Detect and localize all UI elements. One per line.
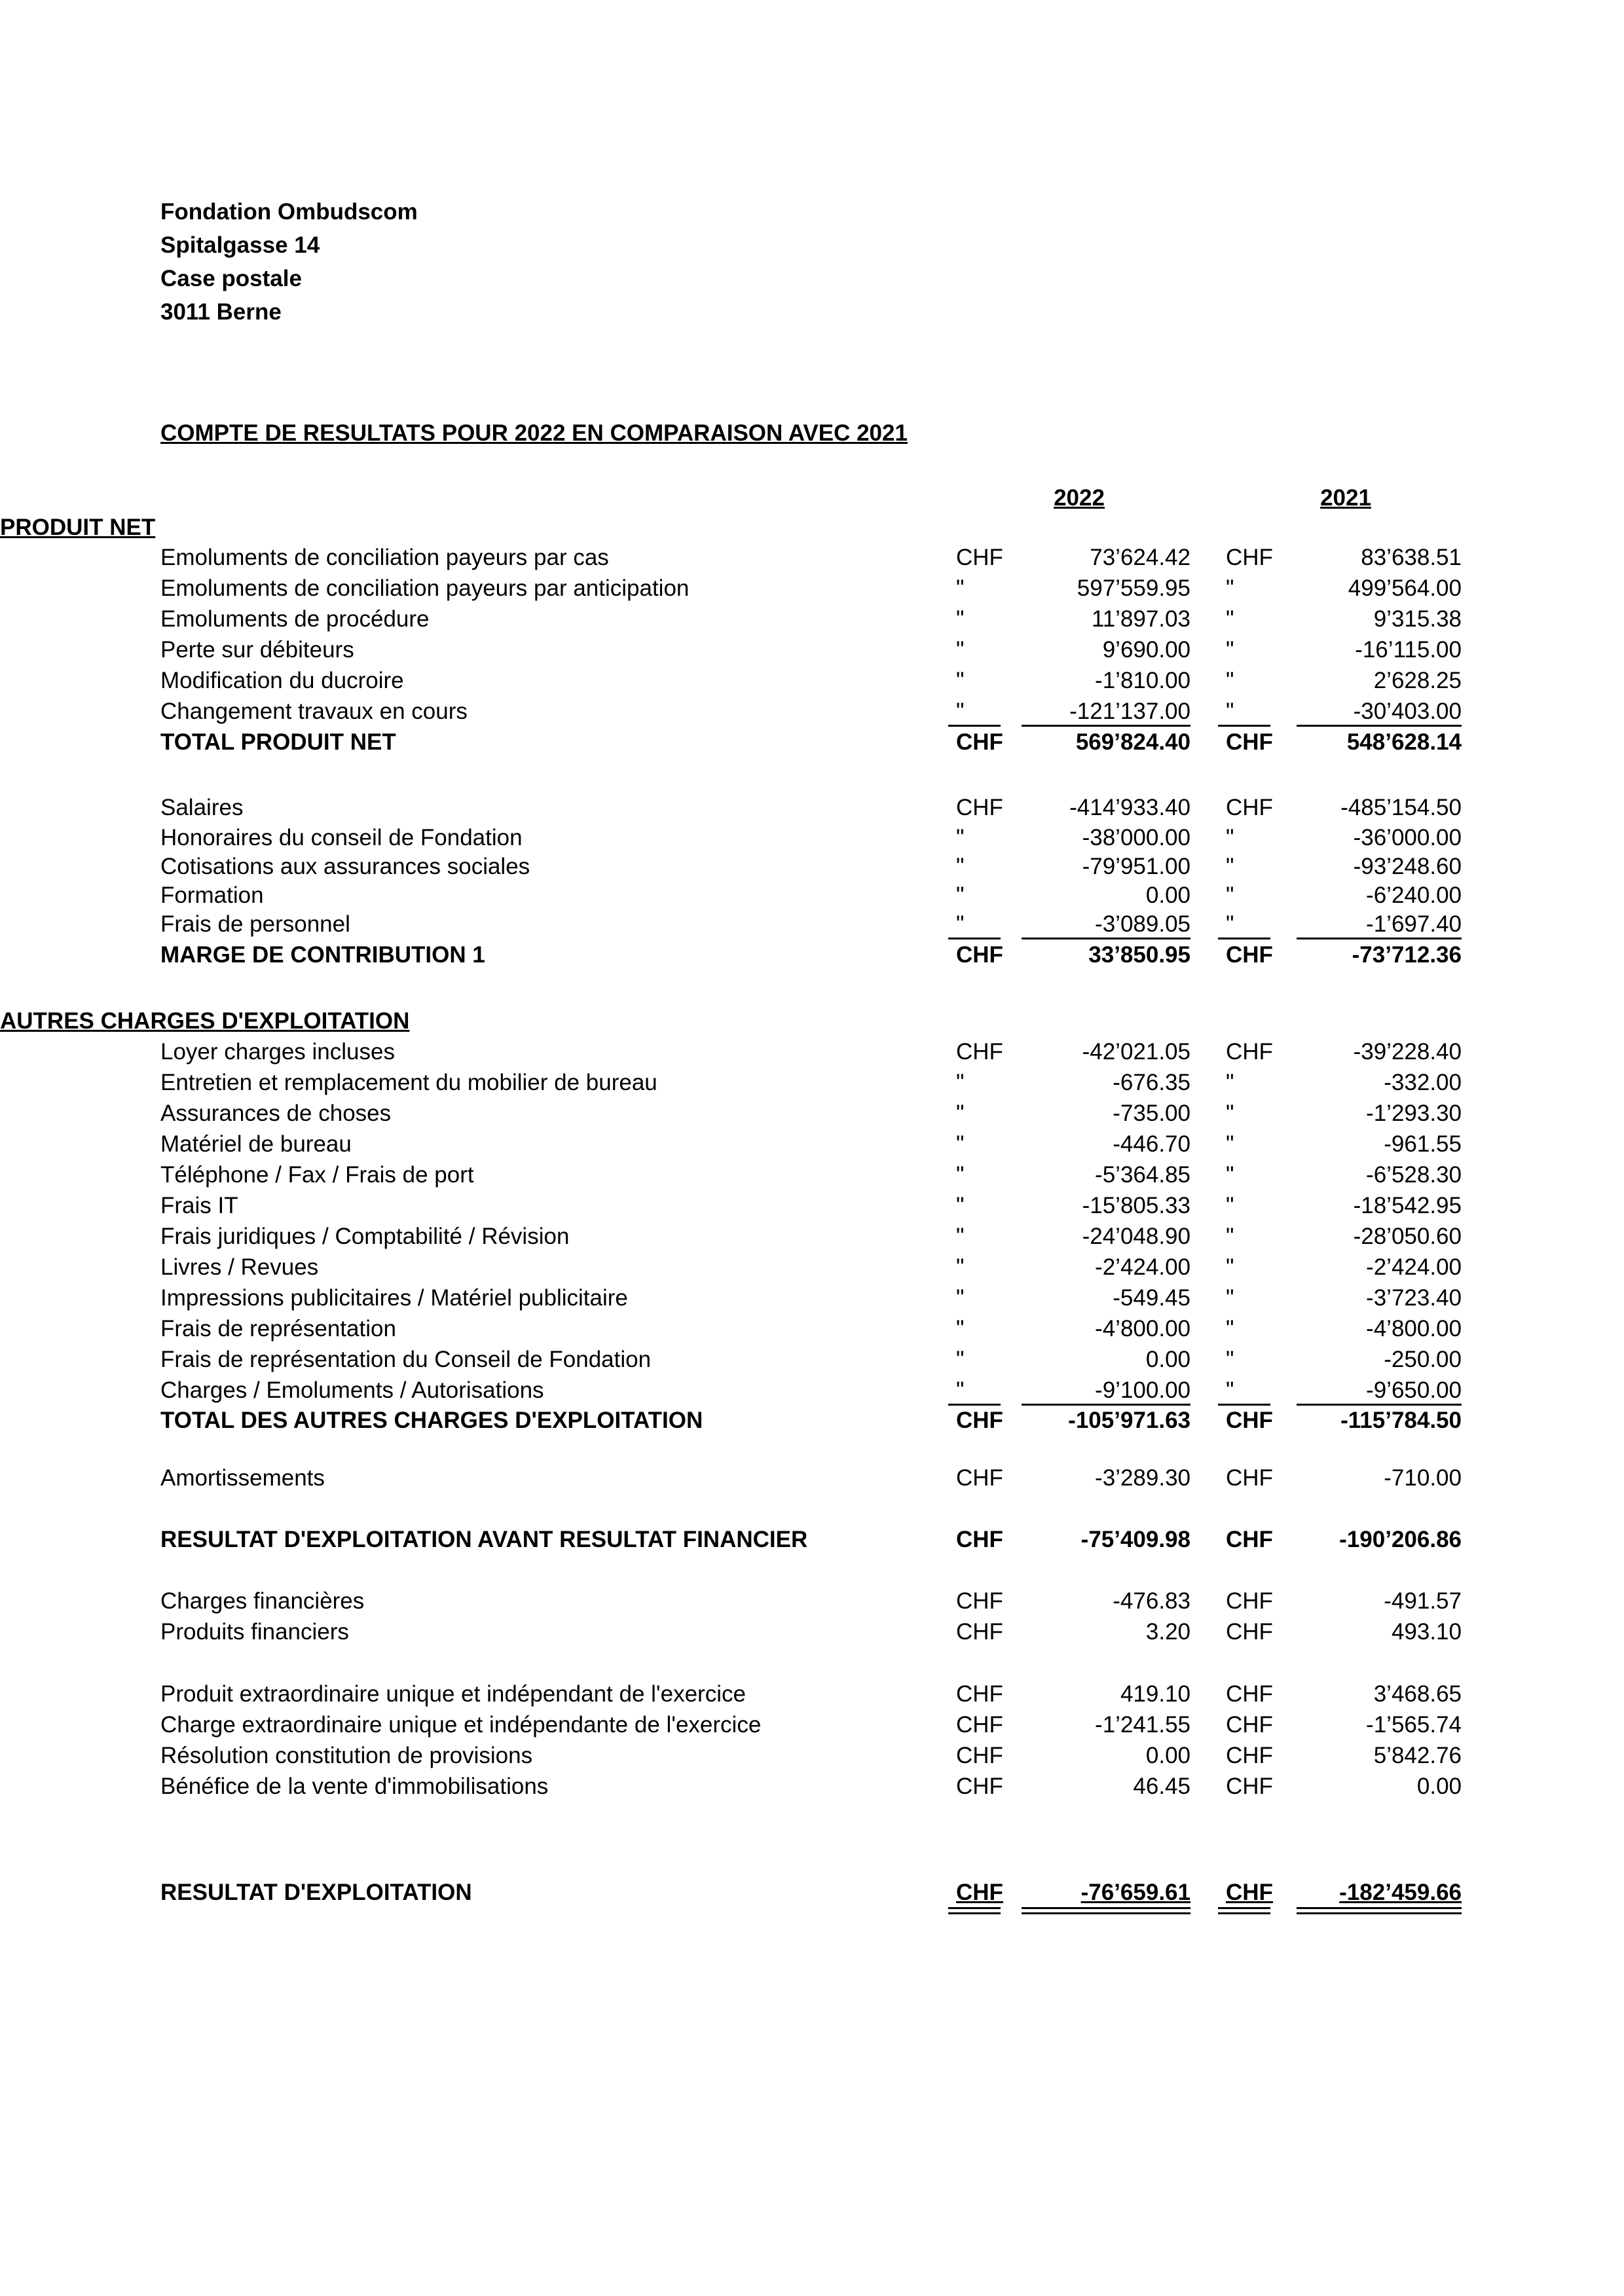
row-label: Honoraires du conseil de Fondation: [160, 825, 523, 850]
amount-2022: -38’000.00: [1082, 825, 1190, 850]
column-underline: [1218, 725, 1270, 727]
row-label: Frais de représentation: [160, 1316, 396, 1341]
currency-2021: CHF: [1226, 1619, 1273, 1645]
currency-2021: ": [1226, 883, 1234, 908]
currency-2021: CHF: [1226, 1465, 1273, 1491]
row-label: Changement travaux en cours: [160, 699, 468, 724]
amount-2021: -9’650.00: [1366, 1377, 1462, 1403]
amount-2022: 3.20: [1145, 1619, 1190, 1645]
row-label: Livres / Revues: [160, 1254, 319, 1280]
amount-2021: -6’528.30: [1366, 1162, 1462, 1188]
amount-2022: 9’690.00: [1102, 637, 1190, 663]
currency-2021: CHF: [1226, 1527, 1273, 1552]
table-row: [0, 1130, 1624, 1159]
row-label: Frais juridiques / Comptabilité / Révision: [160, 1224, 570, 1249]
amount-2022: -2’424.00: [1095, 1254, 1190, 1280]
currency-2022: CHF: [956, 1588, 1003, 1614]
table-row: [0, 1161, 1624, 1190]
amount-2022: 11’897.03: [1091, 606, 1190, 632]
currency-2022: CHF: [956, 729, 1003, 755]
amount-2022: 597’559.95: [1077, 575, 1190, 601]
amount-2021: -28’050.60: [1353, 1224, 1462, 1249]
currency-2022: ": [956, 1285, 965, 1311]
currency-2022: CHF: [956, 1743, 1003, 1768]
currency-2021: CHF: [1226, 545, 1273, 570]
address-line: 3011 Berne: [160, 299, 282, 325]
amount-2021: -73’712.36: [1352, 942, 1462, 968]
currency-2022: ": [956, 911, 965, 937]
table-row: [0, 824, 1624, 852]
currency-2021: ": [1226, 1131, 1234, 1157]
currency-2021: ": [1226, 1224, 1234, 1249]
row-label: Frais de représentation du Conseil de Fondation: [160, 1347, 652, 1372]
table-row: [0, 636, 1624, 665]
row-label: Modification du ducroire: [160, 668, 404, 693]
table-row: [0, 1464, 1624, 1493]
amount-2022: -121’137.00: [1069, 699, 1190, 724]
row-label: Loyer charges incluses: [160, 1039, 395, 1065]
row-label: Résolution constitution de provisions: [160, 1743, 533, 1768]
currency-2022: CHF: [956, 1039, 1003, 1065]
table-row: [0, 1222, 1624, 1251]
table-row: [0, 543, 1624, 572]
currency-2022: ": [956, 1101, 965, 1126]
amount-2021: 83’638.51: [1361, 545, 1462, 570]
amount-2021: -93’248.60: [1353, 854, 1462, 879]
amount-2021: -1’293.30: [1366, 1101, 1462, 1126]
amount-2021: 3’468.65: [1373, 1681, 1462, 1707]
row-label: Assurances de choses: [160, 1101, 392, 1126]
address-line: Fondation Ombudscom: [160, 199, 418, 225]
amount-2022: 0.00: [1145, 883, 1190, 908]
currency-2021: ": [1226, 1254, 1234, 1280]
column-underline: [1297, 725, 1462, 727]
amount-2022: -24’048.90: [1082, 1224, 1190, 1249]
currency-2022: CHF: [956, 1527, 1003, 1552]
row-label: Frais de personnel: [160, 911, 350, 937]
currency-2022: CHF: [956, 1619, 1003, 1645]
row-label: Frais IT: [160, 1193, 238, 1218]
document-title: COMPTE DE RESULTATS POUR 2022 EN COMPARAISON AVEC 2021: [160, 420, 908, 446]
table-row: [0, 1345, 1624, 1374]
table-row: [0, 1711, 1624, 1740]
amount-2022: 0.00: [1145, 1347, 1190, 1372]
currency-2021: ": [1226, 1101, 1234, 1126]
table-row: [0, 881, 1624, 910]
currency-2022: ": [956, 637, 965, 663]
amount-2022: -105’971.63: [1068, 1408, 1190, 1433]
row-label: MARGE DE CONTRIBUTION 1: [160, 942, 485, 968]
currency-2022: ": [956, 1162, 965, 1188]
amount-2021: -961.55: [1384, 1131, 1462, 1157]
currency-2022: ": [956, 1316, 965, 1341]
amount-2022: -476.83: [1113, 1588, 1190, 1614]
table-row: [0, 1376, 1624, 1405]
column-underline: [1297, 1404, 1462, 1406]
amount-2022: -3’289.30: [1095, 1465, 1190, 1491]
amount-2022: -4’800.00: [1095, 1316, 1190, 1341]
total-row: [0, 1878, 1624, 1907]
year-header-previous: 2021: [1320, 485, 1371, 511]
amount-2022: -42’021.05: [1082, 1039, 1190, 1065]
table-row: [0, 1772, 1624, 1801]
address-line: Spitalgasse 14: [160, 232, 320, 258]
amount-2022: 73’624.42: [1090, 545, 1190, 570]
amount-2022: -1’241.55: [1095, 1712, 1190, 1738]
row-label: Formation: [160, 883, 264, 908]
amount-2021: -2’424.00: [1366, 1254, 1462, 1280]
amount-2021: 9’315.38: [1373, 606, 1462, 632]
currency-2021: ": [1226, 1070, 1234, 1095]
currency-2021: ": [1226, 668, 1234, 693]
currency-2022: ": [956, 825, 965, 850]
currency-2021: ": [1226, 575, 1234, 601]
amount-2021: 2’628.25: [1373, 668, 1462, 693]
row-label: RESULTAT D'EXPLOITATION AVANT RESULTAT FINANCIER: [160, 1527, 808, 1552]
currency-2021: CHF: [1226, 1588, 1273, 1614]
amount-2022: -9’100.00: [1095, 1377, 1190, 1403]
currency-2022: ": [956, 606, 965, 632]
table-row: [0, 1038, 1624, 1066]
currency-2021: CHF: [1226, 1408, 1273, 1433]
currency-2022: CHF: [956, 1880, 1003, 1905]
column-underline: [948, 725, 1001, 727]
amount-2021: -485’154.50: [1340, 795, 1462, 820]
table-row: [0, 793, 1624, 822]
currency-2022: ": [956, 575, 965, 601]
amount-2022: 419.10: [1120, 1681, 1190, 1707]
amount-2022: -1’810.00: [1095, 668, 1190, 693]
currency-2021: CHF: [1226, 1880, 1273, 1905]
row-label: Salaires: [160, 795, 244, 820]
address-line: Case postale: [160, 266, 302, 291]
column-underline: [948, 1404, 1001, 1406]
currency-2021: CHF: [1226, 795, 1273, 820]
amount-2022: -446.70: [1113, 1131, 1190, 1157]
currency-2022: CHF: [956, 795, 1003, 820]
amount-2021: -1’697.40: [1366, 911, 1462, 937]
currency-2022: CHF: [956, 1465, 1003, 1491]
currency-2021: ": [1226, 1347, 1234, 1372]
double-underline: [1022, 1907, 1190, 1914]
amount-2022: -75’409.98: [1080, 1527, 1190, 1552]
currency-2022: CHF: [956, 1712, 1003, 1738]
column-underline: [1022, 938, 1190, 939]
total-row: [0, 1525, 1624, 1554]
currency-2021: ": [1226, 1316, 1234, 1341]
amount-2021: 499’564.00: [1348, 575, 1462, 601]
column-underline: [1022, 725, 1190, 727]
amount-2021: -3’723.40: [1366, 1285, 1462, 1311]
section-header: PRODUIT NET: [0, 515, 156, 540]
table-row: [0, 1618, 1624, 1647]
column-underline: [948, 938, 1001, 939]
table-row: [0, 1284, 1624, 1313]
table-row: [0, 605, 1624, 634]
amount-2022: -15’805.33: [1082, 1193, 1190, 1218]
currency-2022: ": [956, 854, 965, 879]
row-label: RESULTAT D'EXPLOITATION: [160, 1880, 472, 1905]
currency-2022: ": [956, 1070, 965, 1095]
currency-2021: ": [1226, 825, 1234, 850]
amount-2021: -332.00: [1384, 1070, 1462, 1095]
table-row: [0, 666, 1624, 695]
currency-2022: CHF: [956, 1774, 1003, 1799]
table-row: [0, 852, 1624, 881]
currency-2021: ": [1226, 606, 1234, 632]
total-row: [0, 728, 1624, 757]
currency-2021: ": [1226, 1193, 1234, 1218]
row-label: Charges financières: [160, 1588, 365, 1614]
row-label: Cotisations aux assurances sociales: [160, 854, 530, 879]
currency-2021: ": [1226, 911, 1234, 937]
amount-2022: -79’951.00: [1082, 854, 1190, 879]
currency-2021: CHF: [1226, 1712, 1273, 1738]
currency-2022: ": [956, 1377, 965, 1403]
currency-2022: ": [956, 1254, 965, 1280]
currency-2022: ": [956, 1347, 965, 1372]
total-row: [0, 1406, 1624, 1435]
table-row: [0, 1068, 1624, 1097]
table-row: [0, 697, 1624, 726]
table-row: [0, 1741, 1624, 1770]
amount-2021: -190’206.86: [1339, 1527, 1462, 1552]
row-label: Produits financiers: [160, 1619, 349, 1645]
row-label: TOTAL DES AUTRES CHARGES D'EXPLOITATION: [160, 1408, 703, 1433]
row-label: TOTAL PRODUIT NET: [160, 729, 396, 755]
row-label: Emoluments de conciliation payeurs par cas: [160, 545, 609, 570]
currency-2022: ": [956, 1131, 965, 1157]
currency-2021: ": [1226, 699, 1234, 724]
row-label: Produit extraordinaire unique et indépendant de l'exercice: [160, 1681, 746, 1707]
amount-2021: -491.57: [1384, 1588, 1462, 1614]
currency-2021: ": [1226, 1162, 1234, 1188]
amount-2021: 493.10: [1391, 1619, 1462, 1645]
amount-2021: -16’115.00: [1355, 637, 1462, 663]
currency-2021: CHF: [1226, 1681, 1273, 1707]
amount-2022: 33’850.95: [1088, 942, 1190, 968]
row-label: Matériel de bureau: [160, 1131, 352, 1157]
amount-2022: 569’824.40: [1075, 729, 1190, 755]
currency-2021: ": [1226, 1377, 1234, 1403]
currency-2021: ": [1226, 1285, 1234, 1311]
column-underline: [1022, 1404, 1190, 1406]
amount-2021: -36’000.00: [1353, 825, 1462, 850]
table-row: [0, 1315, 1624, 1343]
amount-2021: -710.00: [1384, 1465, 1462, 1491]
amount-2022: -414’933.40: [1069, 795, 1190, 820]
table-row: [0, 1192, 1624, 1220]
row-label: Charge extraordinaire unique et indépendante de l'exercice: [160, 1712, 762, 1738]
total-row: [0, 941, 1624, 970]
amount-2022: -735.00: [1113, 1101, 1190, 1126]
row-label: Bénéfice de la vente d'immobilisations: [160, 1774, 549, 1799]
amount-2021: 5’842.76: [1373, 1743, 1462, 1768]
amount-2022: -5’364.85: [1095, 1162, 1190, 1188]
currency-2021: ": [1226, 637, 1234, 663]
row-label: Amortissements: [160, 1465, 325, 1491]
amount-2021: -18’542.95: [1353, 1193, 1462, 1218]
currency-2022: ": [956, 1193, 965, 1218]
amount-2022: 0.00: [1145, 1743, 1190, 1768]
amount-2021: -182’459.66: [1339, 1880, 1462, 1905]
amount-2021: -250.00: [1384, 1347, 1462, 1372]
double-underline: [1218, 1907, 1270, 1914]
amount-2021: -30’403.00: [1353, 699, 1462, 724]
table-row: [0, 574, 1624, 603]
amount-2021: -4’800.00: [1366, 1316, 1462, 1341]
currency-2021: CHF: [1226, 1743, 1273, 1768]
currency-2022: ": [956, 883, 965, 908]
row-label: Charges / Emoluments / Autorisations: [160, 1377, 544, 1403]
amount-2021: -6’240.00: [1366, 883, 1462, 908]
row-label: Téléphone / Fax / Frais de port: [160, 1162, 474, 1188]
currency-2021: CHF: [1226, 1774, 1273, 1799]
currency-2021: CHF: [1226, 729, 1273, 755]
currency-2022: CHF: [956, 1681, 1003, 1707]
amount-2021: -115’784.50: [1340, 1408, 1462, 1433]
amount-2022: -676.35: [1113, 1070, 1190, 1095]
currency-2021: CHF: [1226, 1039, 1273, 1065]
year-header-current: 2022: [1054, 485, 1105, 511]
double-underline: [1297, 1907, 1462, 1914]
currency-2022: CHF: [956, 942, 1003, 968]
column-underline: [1218, 1404, 1270, 1406]
currency-2021: ": [1226, 854, 1234, 879]
section-header: AUTRES CHARGES D'EXPLOITATION: [0, 1008, 410, 1034]
currency-2022: CHF: [956, 1408, 1003, 1433]
table-row: [0, 1099, 1624, 1128]
amount-2022: -549.45: [1113, 1285, 1190, 1311]
amount-2021: 548’628.14: [1346, 729, 1462, 755]
row-label: Impressions publicitaires / Matériel publicitaire: [160, 1285, 628, 1311]
currency-2022: CHF: [956, 545, 1003, 570]
currency-2022: ": [956, 699, 965, 724]
row-label: Emoluments de conciliation payeurs par anticipation: [160, 575, 690, 601]
table-row: [0, 1253, 1624, 1282]
row-label: Entretien et remplacement du mobilier de bureau: [160, 1070, 657, 1095]
currency-2021: CHF: [1226, 942, 1273, 968]
table-row: [0, 1680, 1624, 1709]
double-underline: [948, 1907, 1001, 1914]
amount-2021: -1’565.74: [1366, 1712, 1462, 1738]
table-row: [0, 1587, 1624, 1616]
row-label: Perte sur débiteurs: [160, 637, 354, 663]
table-row: [0, 910, 1624, 939]
amount-2022: -3’089.05: [1095, 911, 1190, 937]
column-underline: [1297, 938, 1462, 939]
amount-2022: 46.45: [1133, 1774, 1190, 1799]
currency-2022: ": [956, 668, 965, 693]
currency-2022: ": [956, 1224, 965, 1249]
amount-2022: -76’659.61: [1080, 1880, 1190, 1905]
amount-2021: 0.00: [1416, 1774, 1462, 1799]
column-underline: [1218, 938, 1270, 939]
amount-2021: -39’228.40: [1353, 1039, 1462, 1065]
row-label: Emoluments de procédure: [160, 606, 430, 632]
